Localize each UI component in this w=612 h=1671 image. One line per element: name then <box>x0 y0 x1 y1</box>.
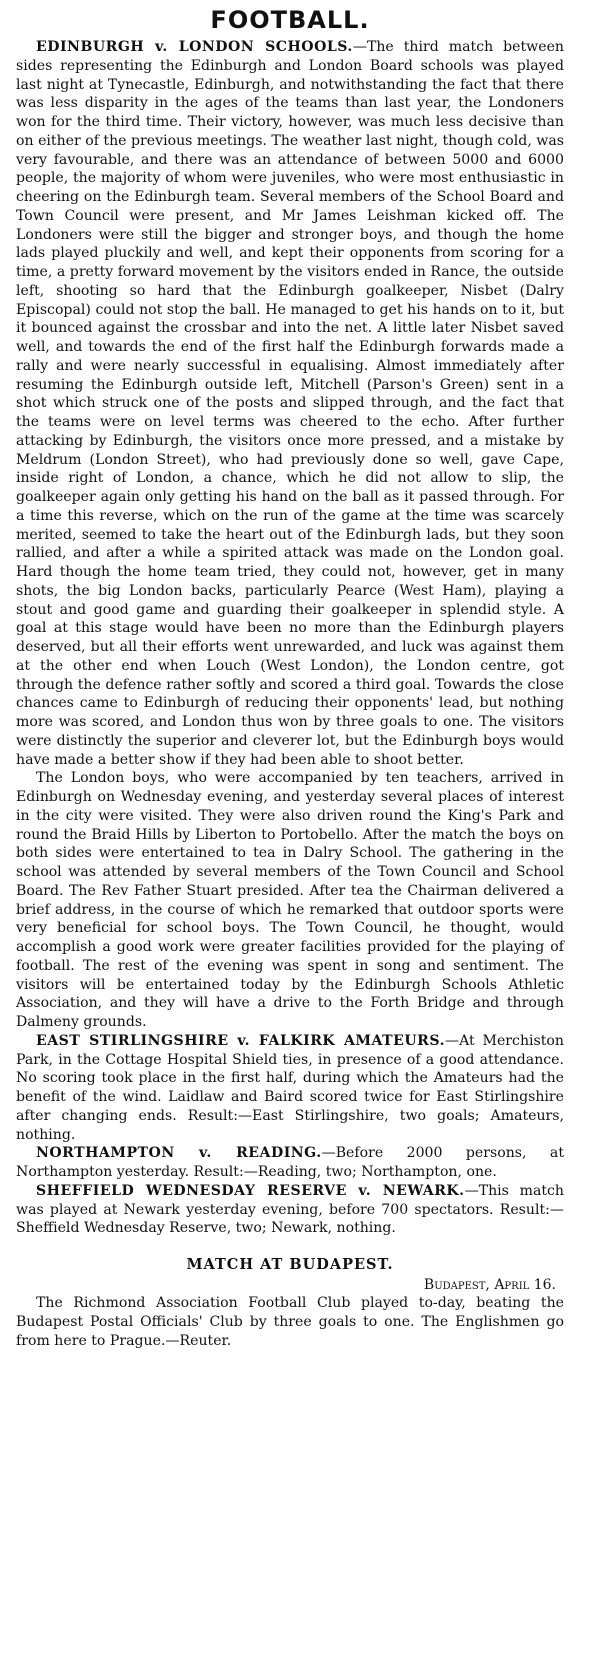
article-lead: NORTHAMPTON v. READING. <box>36 1145 322 1162</box>
article-body: —The third match between sides representing the Edinburgh and London Board schools was played last night at Tynecastle, Edinburgh, and notwithstanding the fact that there was less disparity in the ages of the teams than last year, the Londoners won for the third time. Their victory, however, was much less decisive than on either of the previous meetings. The weather last night, though cold, was very favourable, and there was an attendance of between 5000 and 6000 people, the majority of whom were juveniles, who were most enthusiastic in cheering on the Edinburgh team. Several members of the School Board and Town Council were present, and Mr James Leishman kicked off. The Londoners were still the bigger and stronger boys, and though the home lads played pluckily and well, and kept their opponents from scoring for a time, a pretty forward movement by the visitors ended in Rance, the outside left, shooting so hard that the Edinburgh goalkeeper, Nisbet (Dalry Episcopal) could not stop the ball. He managed to get his hands on to it, but it bounced against the crossbar and into the net. A little later Nisbet saved well, and towards the end of the first half the Edinburgh forwards made a rally and were nearly successful in equalising. Almost immediately after resuming the Edinburgh outside left, Mitchell (Parson's Green) sent in a shot which struck one of the posts and slipped through, and the fact that the teams were on level terms was cheered to the echo. After further attacking by Edinburgh, the visitors once more pressed, and a mistake by Meldrum (London Street), who had previously done so well, gave Cape, inside right of London, a chance, which he did not allow to slip, the goalkeeper again only getting his hand on the ball as it passed through. For a time this reverse, which on the run of the game at the time was scarcely merited, seemed to take the heart out of the Edinburgh lads, but they soon rallied, and after a while a spirited attack was made on the London goal. Hard though the home team tried, they could not, however, get in many shots, the big London backs, particularly Pearce (West Ham), playing a stout and good game and guarding their goalkeeper in splendid style. A goal at this stage would have been no more than the Edinburgh players deserved, but all their efforts went unrewarded, and luck was against them at the other end when Louch (West London), the London centre, got through the defence rather softly and scored a third goal. Towards the close chances came to Edinburgh of reducing their opponents' lead, but nothing more was scored, and London thus won by three goals to one. The visitors were distinctly the superior and cleverer lot, but the Edinburgh boys would have made a better show if they had been able to shoot better. <box>16 39 564 768</box>
article-edinburgh-london <box>16 38 564 769</box>
article-lead: EDINBURGH v. LONDON SCHOOLS. <box>36 39 353 55</box>
article-body: —Before 2000 persons, at Northampton yesterday. Result:—Reading, two; Northampton, one. <box>16 1145 564 1180</box>
article-lead: SHEFFIELD WEDNESDAY RESERVE v. NEWARK. <box>36 1182 465 1199</box>
article-body: —This match was played at Newark yesterday evening, before 700 spectators. Result:—Sheffield Wednesday Reserve, two; Newark, nothing. <box>16 1182 564 1237</box>
article-body: —At Merchiston Park, in the Cottage Hospital Shield ties, in presence of a good attendance. No scoring took place in the first half, during which the Amateurs had the benefit of the wind. Laidlaw and Baird scored twice for East Stirlingshire after changing ends. Result:—East Stirlingshire, two goals; Amateurs, nothing. <box>16 1032 564 1143</box>
dateline: Budapest, April 16. <box>423 1277 556 1293</box>
article-east-stirlingshire <box>16 1032 564 1145</box>
article-northampton-reading <box>16 1144 564 1182</box>
article-sheffield-newark <box>16 1182 564 1238</box>
article-paragraph: The London boys, who were accompanied by ten teachers, arrived in Edinburgh on Wednesday evening, and yesterday several places of interest in the city were visited. They were also driven round the King's Park and round the Braid Hills by Liberton to Portobello. After the match the boys on both sides were entertained to tea in Dalry School. The gathering in the school was attended by several members of the Town Council and School Board. The Rev Father Stuart presided. After tea the Chairman delivered a brief address, in the course of which he remarked that outdoor sports were very beneficial for school boys. The Town Council, he thought, would accomplish a good work were greater facilities provided for the playing of football. The rest of the evening was spent in song and sentiment. The visitors will be entertained today by the Edinburgh Schools Athletic Association, and they will have a drive to the Forth Bridge and through Dalmeny grounds. <box>16 770 564 1030</box>
page-title: FOOTBALL. <box>210 6 370 34</box>
article-lead: EAST STIRLINGSHIRE v. FALKIRK AMATEURS. <box>36 1032 445 1049</box>
article-budapest: The Richmond Association Football Club played to-day, beating the Budapest Postal Officials' Club by three goals to one. The Englishmen go from here to Prague.—Reuter. <box>16 1295 564 1349</box>
section-subheading: MATCH AT BUDAPEST. <box>186 1256 394 1273</box>
